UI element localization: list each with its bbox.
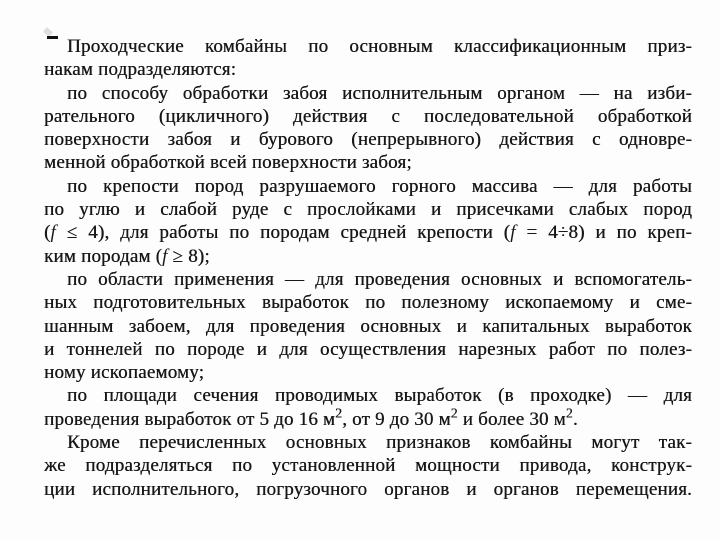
paragraph-intro xyxy=(44,35,692,82)
text-line: Кроме перечисленных основных признаков комбайны могут так- xyxy=(67,432,692,454)
text-line: по площади сечения проводимых выработок (в проходке) — для xyxy=(67,385,692,407)
text-line: по углю и слабой руде с прослойками и присечками слабых пород xyxy=(44,199,692,221)
paragraph-rock-hardness xyxy=(44,175,692,268)
paragraph-other-criteria xyxy=(44,431,692,501)
text-line: по области применения — для проведения основных и вспомогатель- xyxy=(67,268,692,290)
text-line: поверхности забоя и бурового (непрерывного) действия с одновре- xyxy=(44,129,692,151)
paragraph-application-area xyxy=(44,268,692,384)
text-line: шанным забоем, для проведения основных и капитальных выработок xyxy=(44,315,692,337)
text-line: по способу обработки забоя исполнительным органом — на изби- xyxy=(67,82,692,104)
text-line: рательного (цикличного) действия с последовательной обработкой xyxy=(44,105,692,127)
text-line: ных подготовительных выработок по полезному ископаемому и сме- xyxy=(44,292,692,314)
text-line: менной обработкой всей поверхности забоя; xyxy=(44,152,412,174)
text-line: же подразделяться по установленной мощности привода, конструк- xyxy=(44,455,692,477)
text-line: проведения выработок от 5 до 16 $м^2$, от 9 до 30 $м^2$ и более 30 $м^2$. xyxy=(44,405,578,430)
text-line: ному ископаемому; xyxy=(44,362,205,384)
text-line: по крепости пород разрушаемого горного массива — для работы xyxy=(67,175,692,197)
text-line: Проходческие комбайны по основным классификационным приз- xyxy=(67,36,692,57)
text-line: накам подразделяются: xyxy=(44,59,237,81)
text-line: и тоннелей по породе и для осуществления нарезных работ по полез- xyxy=(44,338,692,360)
text-line: ким породам (f ≥ 8); xyxy=(44,245,210,267)
text-line: ции исполнительного, погрузочного органов и органов перемещения. xyxy=(44,478,692,500)
document-text-block xyxy=(44,35,692,501)
paragraph-cross-section xyxy=(44,384,692,431)
paragraph-processing-method xyxy=(44,82,692,175)
text-line: (f ≤ 4), для работы по породам средней крепости (f = 4÷8) и по креп- xyxy=(44,222,692,244)
